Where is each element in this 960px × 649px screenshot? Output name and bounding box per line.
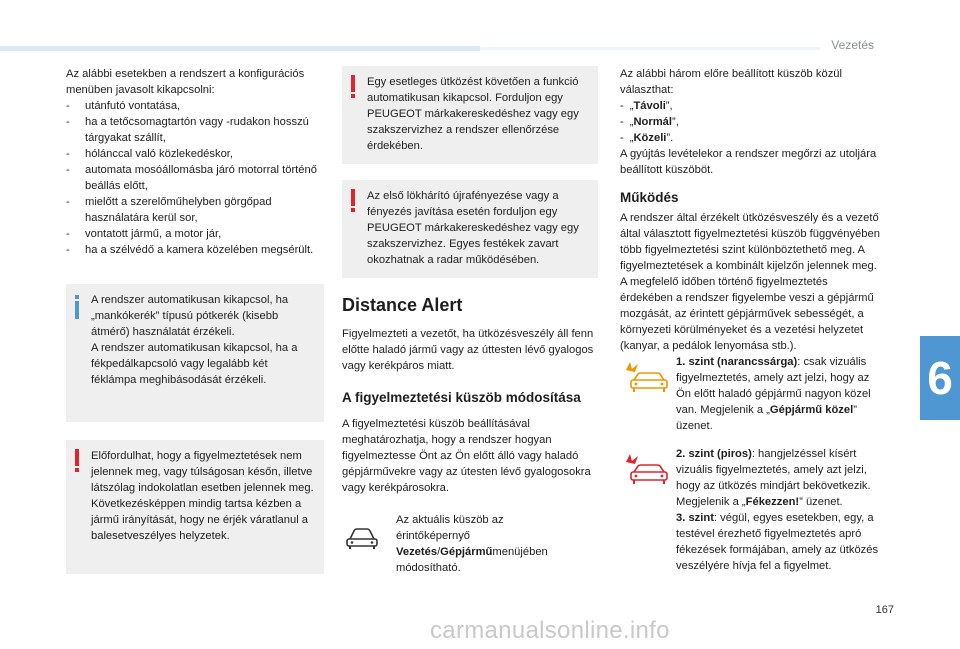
column-1 (66, 66, 324, 574)
menu-name-vehicle: Gépjármű (440, 546, 493, 558)
level-2-end: ” üzenet. (799, 496, 843, 508)
info-note-text-1: A rendszer automatikusan kikapcsol, ha „mankókerék” típusú pótkerék (kisebb átmérő) használatát érzékeli. (91, 294, 289, 338)
chapter-tab: 6 (920, 336, 960, 420)
level-3-label: 3. szint (676, 512, 714, 524)
threshold-text: A figyelmeztetési küszöb beállításával meghatározhatja, hogy a rendszer hogyan figyelmeztesse Önt az Ön előtt álló vagy haladó gépjárművekre vagy az útesten lévő gyalogosokra vagy kerékpárosokra. (342, 418, 591, 494)
car-icon (342, 522, 382, 552)
list-item: - utánfutó vontatása, (66, 98, 324, 114)
threshold-intro: Az alábbi három előre beállított küszöb közül választhat: (620, 68, 843, 96)
collision-warning-orange-icon (620, 360, 670, 400)
level-1-block (620, 354, 880, 434)
list-item: - vontatott jármű, a motor jár, (66, 226, 324, 242)
list-item: - mielőtt a szerelőműhelyben görgőpad használatára kerül sor, (66, 194, 324, 226)
level-1-text (676, 354, 880, 434)
level-1-desc: : csak vizuális figyelmeztetés, amely azt jelzi, hogy az Ön előtt haladó gépjármű nagyon közel van. Megjelenik a „ (676, 356, 871, 416)
list-item: - „Normál”, (620, 114, 880, 130)
header-accent-bar (0, 46, 480, 51)
disable-cases-list (66, 98, 324, 258)
level-2-message: Fékezzen! (745, 496, 800, 508)
warning-note-text-1: Előfordulhat, hogy a figyelmeztetések nem jelennek meg, vagy túlságosan későn, illetve látszólag indokolatlan esetben jelennek meg. (91, 450, 314, 494)
level-1-label: 1. szint (narancssárga) (676, 356, 798, 368)
menu-name-driving: Vezetés (396, 546, 438, 558)
watermark: carmanualsonline.info (430, 617, 670, 644)
hint-text-post: menüjében módosítható. (396, 546, 548, 574)
operation-heading: Működés (620, 190, 679, 205)
menu-separator: / (437, 546, 441, 558)
touchscreen-hint (342, 512, 598, 576)
list-item: - ha a tetőcsomagtartón vagy -rudakon hosszú tárgyakat szállít, (66, 114, 324, 146)
info-note (66, 284, 324, 422)
touchscreen-hint-text (396, 512, 556, 576)
level-1-message: Gépjármű közel (769, 404, 854, 416)
column-2 (342, 66, 598, 576)
warning-icon (75, 449, 80, 473)
warning-note-text: Az első lökhárító újrafényezése vagy a fényezés javítása esetén forduljon egy PEUGEOT márkakereskedéshez vagy egy szakszervizhez. Egyes festékek zavart okozhatnak a radar működésében. (367, 190, 579, 266)
list-item: - automata mosóállomásba járó motorral történő beállás előtt, (66, 162, 324, 194)
header-accent-bar-light (480, 47, 820, 50)
warning-note-text-2: Következésképpen mindig tartsa kézben a jármű irányítását, hogy ne érjék váratlanul a balesetveszélyes helyzetek. (91, 498, 309, 542)
level-2-text (676, 446, 880, 574)
column-3 (620, 66, 880, 574)
warning-note-text: Egy esetleges ütközést követően a funkció automatikusan kikapcsol. Forduljon egy PEUGEOT márkakereskedéshez vagy egy szakszervizhez a rendszer ellenőrzése érdekében. (367, 76, 579, 152)
list-item: - „Közeli”. (620, 130, 880, 146)
level-2-block (620, 446, 880, 574)
level-2-label: 2. szint (piros) (676, 448, 752, 460)
warning-note-bumper (342, 180, 598, 278)
section-title: Vezetés (831, 38, 874, 52)
threshold-options (620, 98, 880, 146)
level-1-end: ” üzenet. (676, 404, 857, 432)
operation-text-2: A megfelelő időben történő figyelmeztetés érdekében a rendszer figyelembe veszi a gépjármű mozgását, az érintett gépjárművek sebességét, a környezeti körülményeket és a vezetési helyzetet (kanyar, a pedálok lenyomása stb.). (620, 276, 874, 352)
option-far: Távoli (633, 100, 666, 112)
distance-alert-text: Figyelmezteti a vezetőt, ha ütközésveszély áll fenn előtte haladó jármű vagy az úttesten lévő gyalogos vagy kerékpáros miatt. (342, 328, 594, 372)
list-item: - hólánccal való közlekedéskor, (66, 146, 324, 162)
info-icon (75, 295, 80, 319)
distance-alert-heading: Distance Alert (342, 295, 463, 315)
option-normal: Normál (633, 116, 673, 128)
warning-note-collision (342, 66, 598, 164)
hint-text-pre: Az aktuális küszöb az érintőképernyő (396, 514, 504, 542)
operation-text-1: A rendszer által érzékelt ütközésveszély és a vezető által választott figyelmeztetési küszöb függvényében több figyelmeztetési szint különböztethető meg. A figyelmeztetések a kombinált kijelzőn jelennek meg. (620, 212, 880, 272)
warning-icon (351, 75, 356, 99)
list-item: - „Távoli”, (620, 98, 880, 114)
warning-icon (351, 189, 356, 213)
intro-text: Az alábbi esetekben a rendszert a konfigurációs menüben javasolt kikapcsolni: (66, 68, 305, 96)
level-3-desc: : végül, egyes esetekben, egy, a testével érezhető figyelmeztetés apró fékezések formájában, amely az ütközés veszélyére hívja fel a figyelmet. (676, 512, 879, 572)
threshold-outro: A gyújtás levételekor a rendszer megőrzi az utoljára beállított küszöböt. (620, 148, 877, 176)
option-close: Közeli (633, 132, 667, 144)
threshold-heading: A figyelmeztetési küszöb módosítása (342, 390, 581, 405)
warning-note (66, 440, 324, 574)
collision-warning-red-icon (620, 452, 670, 492)
list-item: - ha a szélvédő a kamera közelében megsérült. (66, 242, 324, 258)
level-2-desc: : hangjelzéssel kísért vizuális figyelmeztetés, amely azt jelzi, hogy az ütközés mindjárt bekövetkezik. Megjelenik a „ (676, 448, 871, 508)
info-note-text-2: A rendszer automatikusan kikapcsol, ha a fékpedálkapcsoló vagy legalább két féklámpa meghibásodását érzékeli. (91, 342, 298, 386)
page-number: 167 (875, 604, 894, 616)
